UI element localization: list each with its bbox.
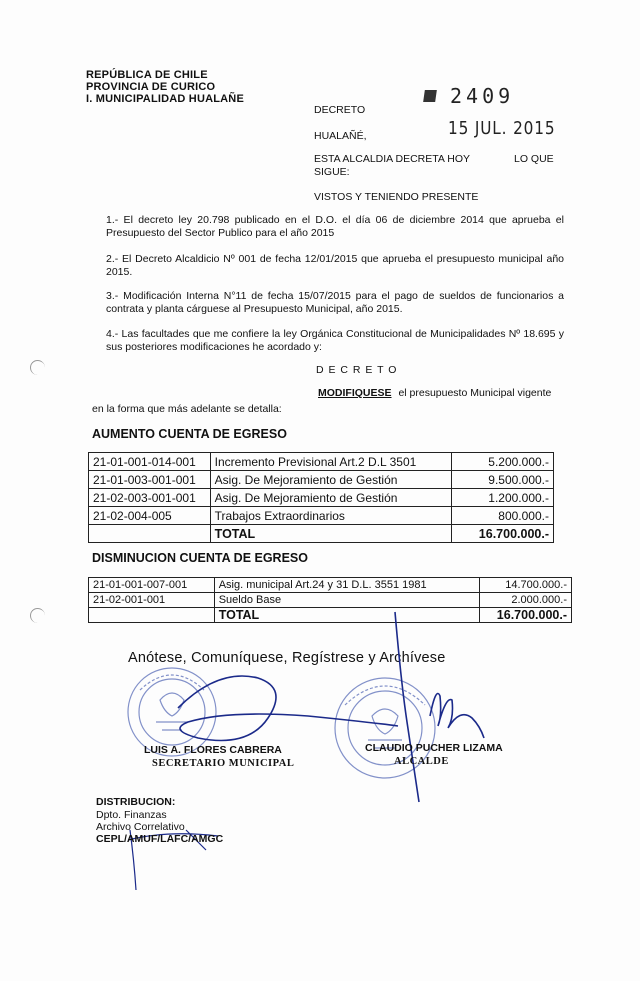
account-amount: 2.000.000.- <box>480 593 572 608</box>
right-signer-title: ALCALDE <box>394 756 449 767</box>
header-municipality: I. MUNICIPALIDAD HUALAÑE <box>86 93 244 105</box>
aumento-title: AUMENTO CUENTA DE EGRESO <box>92 427 287 441</box>
resolution-line <box>318 387 551 399</box>
distribution-title: DISTRIBUCION: <box>96 796 176 808</box>
right-signer-name: CLAUDIO PUCHER LIZAMA <box>365 742 503 754</box>
account-code: 21-01-001-007-001 <box>89 578 215 593</box>
account-amount: 14.700.000.- <box>480 578 572 593</box>
considerando-1: 1.- El decreto ley 20.798 publicado en el D.O. el día 06 de diciembre 2014 que aprueba el Presupuesto del Sector Publico para el año 2015 <box>106 214 564 239</box>
account-desc: Asig. municipal Art.24 y 31 D.L. 3551 1981 <box>214 578 479 593</box>
disminucion-table <box>88 577 572 623</box>
account-code: 21-01-003-001-001 <box>89 471 211 489</box>
vistos-heading: VISTOS Y TENIENDO PRESENTE <box>314 191 479 203</box>
place-label: HUALAÑÉ, <box>314 130 367 142</box>
account-desc: Trabajos Extraordinarios <box>210 507 451 525</box>
total-amount: 16.700.000.- <box>480 608 572 623</box>
account-amount: 1.200.000.- <box>452 489 554 507</box>
total-label: TOTAL <box>210 525 451 543</box>
intro-text-cont: SIGUE: <box>314 166 350 178</box>
distribution-line-2: Archivo Correlativo <box>96 821 185 833</box>
account-code: 21-01-001-014-001 <box>89 453 211 471</box>
account-desc: Incremento Previsional Art.2 D.L 3501 <box>210 453 451 471</box>
disminucion-title: DISMINUCION CUENTA DE EGRESO <box>92 551 308 565</box>
closing-phrase: Anótese, Comuníquese, Regístrese y Archívese <box>128 650 446 666</box>
resolution-line2: en la forma que más adelante se detalla: <box>92 403 282 415</box>
account-code: 21-02-003-001-001 <box>89 489 211 507</box>
stamp-mark <box>423 90 437 102</box>
punch-hole-mark <box>30 360 45 375</box>
left-signer-title: SECRETARIO MUNICIPAL <box>152 758 295 769</box>
table-row <box>89 593 572 608</box>
account-code: 21-02-001-001 <box>89 593 215 608</box>
header-province: PROVINCIA DE CURICO <box>86 81 216 93</box>
table-row <box>89 507 554 525</box>
table-row <box>89 471 554 489</box>
total-empty <box>89 608 215 623</box>
total-row <box>89 525 554 543</box>
considerando-4: 4.- Las facultades que me confiere la ley Orgánica Constitucional de Municipalidades Nº 18.695 y sus posteriores modificaciones he acordado y: <box>106 328 564 353</box>
decree-number: 2409 <box>450 84 515 108</box>
left-signer-name: LUIS A. FLORES CABRERA <box>144 744 282 756</box>
signature-right <box>395 612 484 802</box>
aumento-table <box>88 452 554 543</box>
distribution-initials: CEPL/AMUF/LAFC/AMGC <box>96 833 224 845</box>
account-amount: 9.500.000.- <box>452 471 554 489</box>
table-row <box>89 578 572 593</box>
intro-text: ESTA ALCALDIA DECRETA HOY <box>314 153 470 165</box>
table-row <box>89 489 554 507</box>
seal-left <box>128 668 216 756</box>
resolution-title: D E C R E T O <box>316 364 398 376</box>
account-desc: Asig. De Mejoramiento de Gestión <box>210 471 451 489</box>
account-desc: Sueldo Base <box>214 593 479 608</box>
account-amount: 5.200.000.- <box>452 453 554 471</box>
distribution-line-1: Dpto. Finanzas <box>96 809 167 821</box>
total-row <box>89 608 572 623</box>
considerando-2: 2.- El Decreto Alcaldicio Nº 001 de fecha 12/01/2015 que aprueba el presupuesto municipal año 2015. <box>106 253 564 278</box>
account-desc: Asig. De Mejoramiento de Gestión <box>210 489 451 507</box>
decree-label: DECRETO <box>314 104 366 116</box>
header-republic: REPÚBLICA DE CHILE <box>86 69 208 81</box>
account-amount: 800.000.- <box>452 507 554 525</box>
total-amount: 16.700.000.- <box>452 525 554 543</box>
total-label: TOTAL <box>214 608 479 623</box>
punch-hole-mark <box>30 608 45 623</box>
signature-left <box>178 676 398 741</box>
account-code: 21-02-004-005 <box>89 507 211 525</box>
intro-text-right: LO QUE <box>514 153 554 165</box>
considerando-3: 3.- Modificación Interna N°11 de fecha 15/07/2015 para el pago de sueldos de funcionarios a contrata y planta cárguese al Presupuesto Municipal, año 2015. <box>106 290 564 315</box>
table-row <box>89 453 554 471</box>
resolution-rest: el presupuesto Municipal vigente <box>398 387 552 399</box>
date-stamp: 15 JUL. 2015 <box>448 118 556 139</box>
total-empty <box>89 525 211 543</box>
modifiquese-word: MODIFIQUESE <box>318 387 392 399</box>
